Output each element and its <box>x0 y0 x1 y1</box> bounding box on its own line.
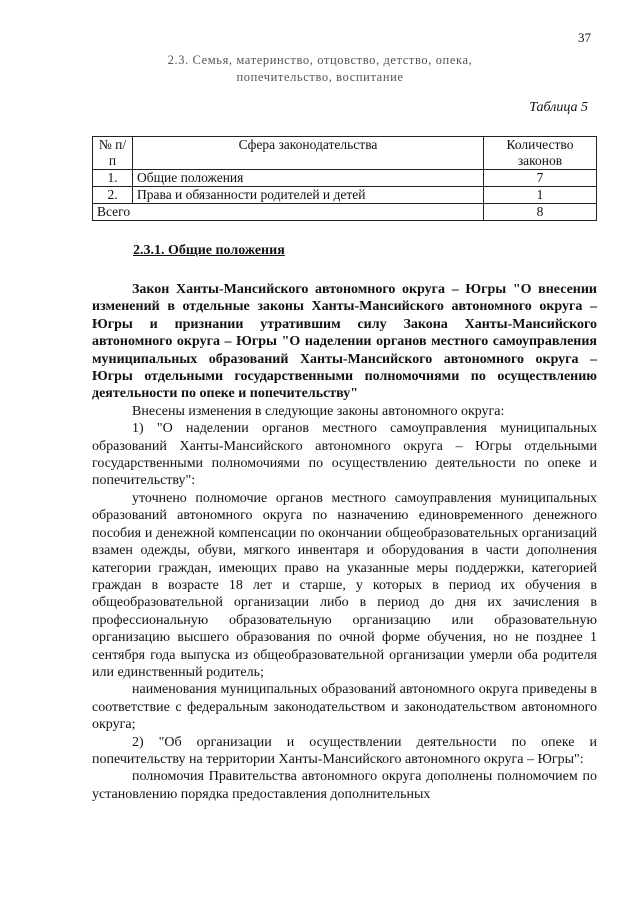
table-label: Таблица 5 <box>529 100 588 115</box>
row-number: 2. <box>93 187 133 204</box>
paragraph: наименования муниципальных образований автономного округа приведены в соответствие с федеральным законодательством и законодательством автономного округа; <box>92 682 597 733</box>
total-value: 8 <box>484 204 597 221</box>
table-row <box>93 187 597 204</box>
total-label: Всего <box>93 204 484 221</box>
row-count: 1 <box>484 187 597 204</box>
row-sphere: Общие положения <box>133 170 484 187</box>
header-count: Количество законов <box>484 137 597 170</box>
section-header-line-2: попечительство, воспитание <box>236 70 404 84</box>
page-number: 37 <box>578 30 591 45</box>
header-sphere: Сфера законодательства <box>133 137 484 170</box>
table-total-row <box>93 204 597 221</box>
paragraph: 1) "О наделении органов местного самоуправления муниципальных образований Ханты-Мансийского автономного округа – Югры отдельными государственными полномочиями по осуществлению деятельности по опеке и попечительству": <box>92 421 597 489</box>
subsection-title: 2.3.1. Общие положения <box>133 243 285 258</box>
paragraph: 2) "Об организации и осуществлении деятельности по опеке и попечительству на территории Ханты-Мансийского автономного округа – Югры": <box>92 734 597 767</box>
paragraph: Внесены изменения в следующие законы автономного округа: <box>132 403 505 419</box>
row-number: 1. <box>93 170 133 187</box>
row-count: 7 <box>484 170 597 187</box>
laws-table <box>92 136 597 221</box>
table-row <box>93 170 597 187</box>
document-body <box>92 281 597 803</box>
header-number: № п/п <box>93 137 133 170</box>
law-title: Закон Ханты-Мансийского автономного округа – Югры "О внесении изменений в отдельные законы Ханты-Мансийского автономного округа – Югры и признании утратившим силу Закона Ханты-Мансийского автономного округа – Югры "О наделении органов местного самоуправления муниципальных образований Ханты-Мансийского автономного округа – Югры отдельными государственными полномочиями по осуществлению деятельности по опеке и попечительству" <box>92 282 597 402</box>
section-header-line-1: 2.3. Семья, материнство, отцовство, детство, опека, <box>167 53 473 67</box>
row-sphere: Права и обязанности родителей и детей <box>133 187 484 204</box>
paragraph: полномочия Правительства автономного округа дополнены полномочием по установлению порядка предоставления дополнительных <box>92 769 597 802</box>
paragraph: уточнено полномочие органов местного самоуправления муниципальных образований автономного округа по назначению единовременного денежного пособия и денежной компенсации по окончании общеобразовательных организаций взамен одежды, обуви, мягкого инвентаря и оборудования в части дополнения категории граждан, имеющих право на указанные меры поддержки, категорией граждан в возрасте 18 лет и старше, у которых в период их обучения в общеобразовательной организации либо в период до дня их зачисления в профессиональную образовательную организацию или образовательную организацию высшего образования по очной форме обучения, но не позднее 1 сентября года выпуска из общеобразовательной организации умерли оба родителя или единственный родитель; <box>92 490 597 680</box>
table-header-row <box>93 137 597 170</box>
